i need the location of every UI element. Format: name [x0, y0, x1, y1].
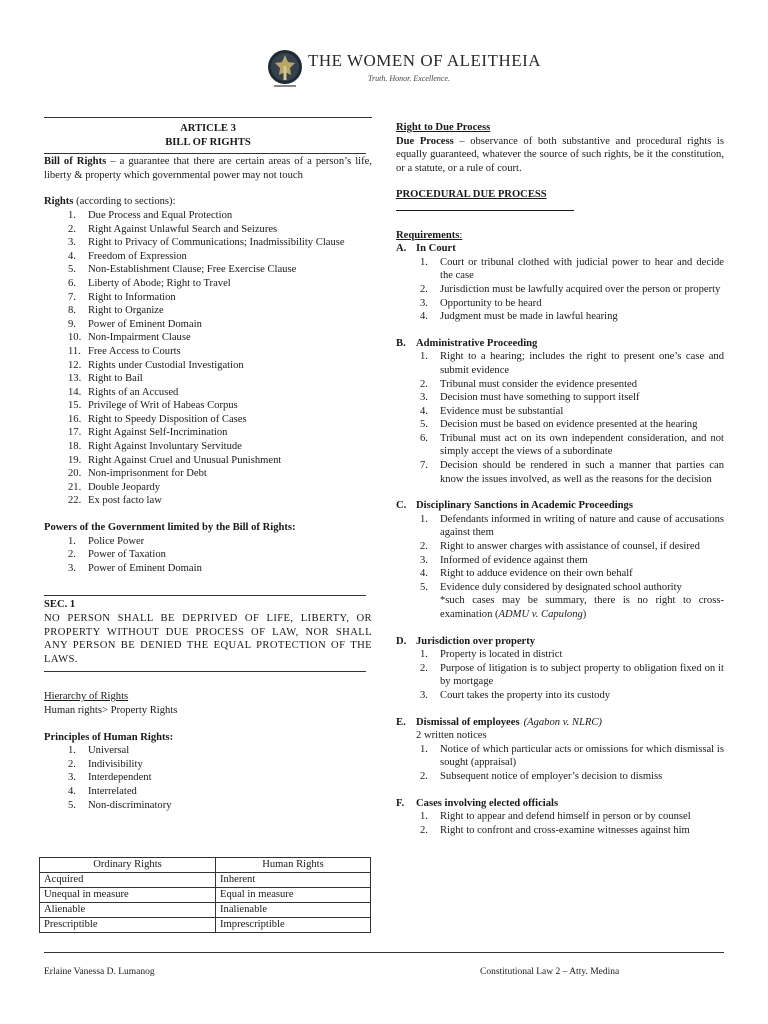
principle-item: 5. Non-discriminatory — [68, 799, 172, 811]
table-header: Human Rights — [216, 858, 371, 873]
rights-heading: Rights (according to sections): — [44, 196, 176, 208]
right-item: 10. Non-Impairment Clause — [68, 332, 191, 344]
right-item: 8. Right to Organize — [68, 305, 164, 317]
requirement-item: 3. Court takes the property into its custody — [420, 689, 611, 701]
table-row — [40, 918, 371, 933]
principle-item: 3. Interdependent — [68, 772, 152, 784]
right-to-due-process-heading: Right to Due Process — [396, 122, 491, 133]
right-item: 3. Right to Privacy of Communications; Inadmissibility Clause — [68, 237, 345, 249]
table-cell: Unequal in measure — [40, 888, 216, 903]
principle-item: 4. Interrelated — [68, 785, 137, 797]
table-cell: Alienable — [40, 903, 216, 918]
requirement-item: 2. Jurisdiction must be lawfully acquired over the person or property — [420, 283, 721, 295]
hierarchy-text: Human rights> Property Rights — [44, 704, 178, 716]
requirement-section-title: D. Jurisdiction over property — [396, 635, 536, 647]
article-number: ARTICLE 3 — [180, 123, 236, 134]
requirement-item: 4. Evidence must be substantial — [420, 405, 564, 417]
requirement-item: 3. Opportunity to be heard — [420, 297, 542, 309]
requirement-section — [396, 784, 724, 838]
right-item: 21. Double Jeopardy — [68, 481, 161, 493]
brand-name: THE WOMEN OF ALEITHEIA — [308, 51, 542, 70]
requirement-item: 5. Decision must be based on evidence presented at the hearing — [420, 419, 698, 431]
section-note: 2 written notices — [416, 730, 487, 742]
requirement-section — [396, 242, 724, 324]
footer-divider — [44, 952, 724, 953]
requirement-item: 6. Tribunal must act on its own independent consideration, and not simply accept the views of a subordinate — [420, 432, 724, 458]
requirement-item: 4. Judgment must be made in lawful hearing — [420, 311, 618, 323]
requirement-section-title: A. In Court — [396, 243, 456, 255]
bill-of-rights-definition: Bill of Rights – a guarantee that there are certain areas of a person’s life, liberty & property which governmental power may not touch — [44, 156, 372, 181]
divider — [44, 153, 366, 154]
requirement-item: 1. Notice of which particular acts or omissions for which dismissal is sought (appraisal) — [420, 743, 724, 769]
left-column — [44, 117, 372, 812]
powers-heading: Powers of the Government limited by the Bill of Rights: — [44, 522, 296, 534]
due-process-definition: Due Process – observance of both substantive and procedural rights is equally guaranteed, whatever the source of such rights, be it the constitution, or a statute, or a rule of court. — [396, 135, 724, 174]
requirement-item: 2. Right to confront and cross-examine witnesses against him — [420, 824, 690, 836]
requirement-item: 5. Evidence duly considered by designated school authority — [420, 581, 682, 593]
requirement-section-title: B. Administrative Proceeding — [396, 337, 538, 349]
table-cell: Inherent — [216, 873, 371, 888]
footer-course: Constitutional Law 2 – Atty. Medina — [480, 967, 620, 977]
power-item: 1. Police Power — [68, 535, 145, 547]
section-text: NO PERSON SHALL BE DEPRIVED OF LIFE, LIBERTY, OR PROPERTY WITHOUT DUE PROCESS OF LAW, NOR SHALL ANY PERSON BE DENIED THE EQUAL PROTECTION OF THE LAWS. — [44, 613, 372, 665]
right-column — [396, 117, 724, 837]
table-row — [40, 888, 371, 903]
principle-item: 2. Indivisibility — [68, 758, 143, 770]
table-cell: Equal in measure — [216, 888, 371, 903]
footer-author: Erlaine Vanessa D. Lumanog — [44, 967, 155, 977]
rights-comparison-table — [39, 857, 371, 933]
requirement-section — [396, 622, 724, 703]
requirement-item: 2. Right to answer charges with assistance of counsel, if desired — [420, 541, 700, 553]
section-heading: SEC. 1 — [44, 599, 76, 611]
divider — [44, 595, 366, 596]
right-item: 20. Non-imprisonment for Debt — [68, 468, 207, 480]
requirement-section-title: F. Cases involving elected officials — [396, 797, 559, 809]
brand-tagline: Truth. Honor. Excellence. — [368, 74, 450, 83]
right-item: 4. Freedom of Expression — [68, 250, 187, 262]
requirement-item: 1. Right to appear and defend himself in person or by counsel — [420, 811, 691, 823]
right-item: 16. Right to Speedy Disposition of Cases — [68, 413, 247, 425]
right-item: 6. Liberty of Abode; Right to Travel — [68, 277, 231, 289]
right-item: 2. Right Against Unlawful Search and Seizures — [68, 223, 278, 235]
requirement-section-title: E. Dismissal of employees (Agabon v. NLRC) — [396, 716, 602, 728]
requirement-item: 2. Tribunal must consider the evidence presented — [420, 378, 638, 390]
powers-list — [44, 535, 372, 576]
requirement-item: 2. Purpose of litigation is to subject property to obligation fixed on it by mortgage — [420, 662, 724, 688]
right-item: 9. Power of Eminent Domain — [68, 318, 202, 330]
aleitheia-crest-icon — [264, 48, 306, 90]
right-item: 1. Due Process and Equal Protection — [68, 209, 233, 221]
section-footnote: *such cases may be summary, there is no right to cross-examination (ADMU v. Capulong) — [440, 595, 724, 620]
right-item: 22. Ex post facto law — [68, 495, 162, 507]
requirement-section — [396, 486, 724, 621]
table-row — [40, 873, 371, 888]
divider — [44, 117, 372, 118]
right-item: 17. Right Against Self-Incrimination — [68, 427, 228, 439]
right-item: 11. Free Access to Courts — [68, 345, 181, 357]
page-header — [264, 48, 542, 90]
requirement-item: 7. Decision should be rendered in such a manner that parties can know the issues involved, as well as the reasons for the decision — [420, 460, 724, 485]
table-row — [40, 903, 371, 918]
right-item: 12. Rights under Custodial Investigation — [68, 359, 244, 371]
requirement-item: 1. Property is located in district — [420, 649, 563, 661]
requirement-item: 3. Decision must have something to support itself — [420, 392, 640, 404]
table-cell: Inalienable — [216, 903, 371, 918]
requirement-item: 1. Right to a hearing; includes the right to present one’s case and submit evidence — [420, 351, 724, 376]
right-item: 13. Right to Bail — [68, 373, 143, 385]
principles-list — [44, 744, 372, 812]
requirement-section — [396, 703, 724, 784]
right-item: 15. Privilege of Writ of Habeas Corpus — [68, 400, 238, 412]
power-item: 3. Power of Eminent Domain — [68, 562, 202, 574]
article-title: BILL OF RIGHTS — [165, 136, 251, 148]
requirement-item: 4. Right to adduce evidence on their own behalf — [420, 568, 633, 580]
table-header: Ordinary Rights — [40, 858, 216, 873]
right-item: 5. Non-Establishment Clause; Free Exercise Clause — [68, 264, 297, 276]
table-cell: Imprescriptible — [216, 918, 371, 933]
rights-list — [44, 209, 372, 508]
requirements-sections — [396, 242, 724, 837]
requirement-item: 3. Informed of evidence against them — [420, 554, 588, 566]
requirement-item: 2. Subsequent notice of employer’s decision to dismiss — [420, 770, 663, 782]
procedural-due-process-heading: PROCEDURAL DUE PROCESS — [396, 188, 724, 215]
requirement-item: 1. Court or tribunal clothed with judicial power to hear and decide the case — [420, 256, 724, 282]
table-cell: Acquired — [40, 873, 216, 888]
hierarchy-heading: Hierarchy of Rights — [44, 691, 129, 703]
requirement-section — [396, 324, 724, 487]
requirement-section-title: C. Disciplinary Sanctions in Academic Proceedings — [396, 500, 633, 512]
requirements-heading: Requirements: — [396, 229, 463, 241]
requirement-item: 1. Defendants informed in writing of nature and cause of accusations against them — [420, 513, 724, 539]
right-item: 18. Right Against Involuntary Servitude — [68, 441, 242, 453]
principles-heading: Principles of Human Rights: — [44, 731, 174, 743]
principle-item: 1. Universal — [68, 745, 130, 757]
right-item: 7. Right to Information — [68, 291, 176, 303]
right-item: 14. Rights of an Accused — [68, 386, 179, 398]
power-item: 2. Power of Taxation — [68, 549, 166, 561]
right-item: 19. Right Against Cruel and Unusual Punishment — [68, 454, 282, 466]
table-cell: Prescriptible — [40, 918, 216, 933]
